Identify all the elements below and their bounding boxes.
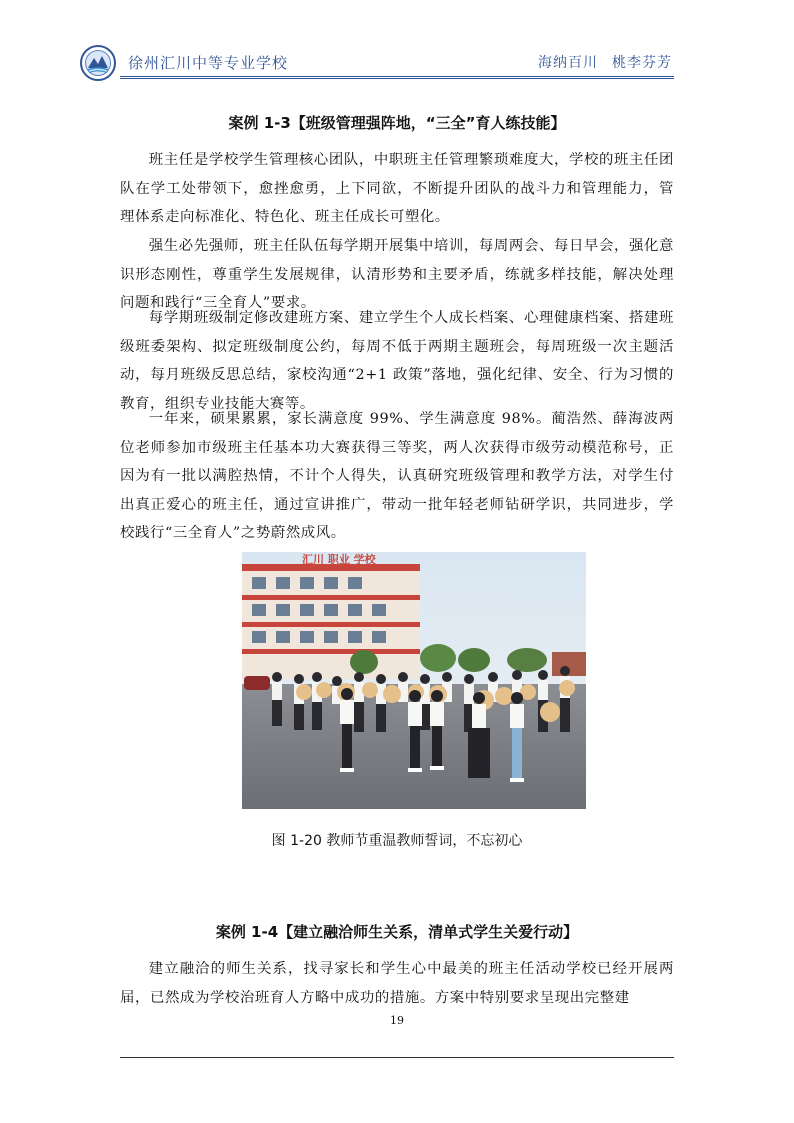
school-motto <box>538 52 672 72</box>
building-sign: 汇川 职业 学校 <box>302 553 376 566</box>
case-1-3-paragraph-1: 班主任是学校学生管理核心团队，中职班主任管理繁琐难度大，学校的班主任团队在学工处带领下，愈挫愈勇，上下同欲，不断提升团队的战斗力和管理能力，管理体系走向标准化、特色化、班主任成长可塑化。 <box>120 152 674 226</box>
header-divider-secondary <box>120 78 674 79</box>
photo-illustration <box>242 552 586 809</box>
footer-divider <box>120 1057 674 1058</box>
header-divider <box>120 76 674 77</box>
page-header <box>0 0 794 90</box>
figure-caption: 图 1-20 教师节重温教师誓词，不忘初心 <box>271 833 523 849</box>
school-emblem-icon <box>80 45 116 81</box>
case-1-3-paragraph-4: 一年来，硕果累累，家长满意度 99%、学生满意度 98%。蔺浩然、薛海波两位老师参加市级班主任基本功大赛获得三等奖，两人次获得市级劳动模范称号，正因为有一批以满腔热情，不计个人得失，认真研究班级管理和教学方法，对学生付出真正爱心的班主任，通过宣讲推广，带动一批年轻老师钻研学识，共同进步，学校践行“三全育人”之势蔚然成风。 <box>120 411 674 542</box>
case-1-3-paragraph-3: 每学期班级制定修改建班方案、建立学生个人成长档案、心理健康档案、搭建班级班委架构、拟定班级制度公约，每周不低于两期主题班会，每周班级一次主题活动，每月班级反思总结，家校沟通“2+1 政策”落地，强化纪律、安全、行为习惯的教育，组织专业技能大赛等。 <box>120 310 674 412</box>
case-1-4-paragraph-1: 建立融洽的师生关系，找寻家长和学生心中最美的班主任活动学校已经开展两届，已然成为学校治班育人方略中成功的措施。方案中特别要求呈现出完整建 <box>120 961 674 1006</box>
school-name: 徐州汇川中等专业学校 <box>128 54 289 72</box>
page-number: 19 <box>390 1014 404 1027</box>
case-1-4-title: 案例 1-4【建立融洽师生关系，清单式学生关爱行动】 <box>215 923 579 941</box>
case-1-3-title: 案例 1-3【班级管理强阵地，“三全”育人练技能】 <box>228 114 566 132</box>
motto-left: 海纳百川 <box>538 55 598 71</box>
motto-right: 桃李芬芳 <box>612 55 672 71</box>
case-1-3-paragraph-2: 强生必先强师，班主任队伍每学期开展集中培训，每周两会、每日早会，强化意识形态刚性，尊重学生发展规律，认清形势和主要矛盾，练就多样技能，解决处理问题和践行“三全育人”要求。 <box>120 238 674 312</box>
teachers-day-photo <box>242 552 586 809</box>
